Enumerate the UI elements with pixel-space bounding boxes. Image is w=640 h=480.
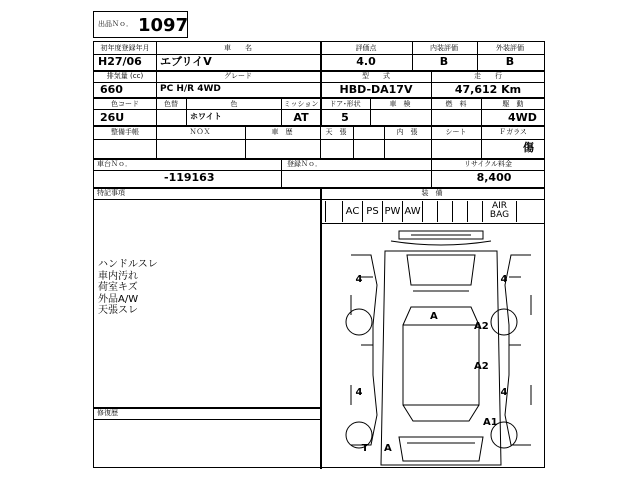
grade-value: PC H/R 4WD (160, 84, 221, 94)
rear-outline (399, 437, 483, 461)
drive-label: 駆 動 (502, 100, 524, 108)
model-label: 型 式 (362, 72, 390, 80)
car-name-label: 車 名 (224, 44, 252, 52)
equip-ac: AC (342, 201, 362, 222)
grade-label: グレード (224, 72, 252, 80)
equip-cell-empty (325, 201, 342, 222)
rear-corner-damage: A1 (483, 417, 498, 428)
mission-label: ミッション (283, 100, 319, 108)
car-damage-diagram (321, 225, 544, 468)
seat-label: シート (445, 128, 467, 136)
spare-tire-label: T (361, 443, 369, 454)
equip-cell-empty (452, 201, 467, 222)
exterior-label: 外装評価 (496, 44, 524, 52)
remark-line: ハンドルスレ (98, 259, 158, 270)
equip-pw: PW (382, 201, 402, 222)
drive-value: 4WD (508, 111, 537, 124)
remark-line: 荷室キズ (98, 282, 138, 293)
ceiling-label: 天 張 (325, 128, 347, 136)
remarks-list (98, 259, 158, 317)
displacement-value: 660 (100, 83, 123, 96)
tire-front-left (346, 309, 372, 335)
mission-value: AT (293, 111, 309, 124)
remark-line: 天張スレ (98, 305, 138, 316)
fglass-label: Ｆガラス (499, 128, 527, 136)
body-outline (381, 251, 501, 465)
repair-label: 修復歴 (97, 409, 118, 417)
equip-cell-empty (437, 201, 452, 222)
color-label: 色 (230, 100, 238, 108)
color-code-label: 色コード (111, 100, 139, 108)
lot-number-box (93, 11, 188, 38)
car-name-value: エブリイV (160, 55, 212, 68)
doors-label: ドア･形状 (329, 100, 361, 108)
roof-damage: A (430, 311, 438, 322)
color-code-value: 26U (100, 111, 125, 124)
score-label: 評価点 (355, 44, 377, 52)
airbag-line1: AIR (491, 201, 508, 211)
tire-front-left-grade: 4 (355, 274, 363, 285)
history-label: 車 歴 (271, 128, 293, 136)
fuel-label: 燃 料 (445, 100, 467, 108)
score-value: 4.0 (356, 55, 376, 68)
chassis-value: -119163 (164, 171, 215, 184)
auction-sheet (93, 41, 545, 468)
roof-outline (403, 325, 479, 405)
spare-tire-damage: A (384, 443, 392, 454)
chassis-label: 車台Ｎｏ． (97, 160, 132, 168)
equip-cell-empty (467, 201, 482, 222)
manual-label: 整備手帳 (111, 128, 139, 136)
equip-ps: PS (362, 201, 382, 222)
model-value: HBD-DA17V (339, 83, 413, 96)
interior-trim-label: 内 張 (396, 128, 418, 136)
fglass-value: 傷 (523, 141, 534, 154)
remark-line: 車内汚れ (98, 270, 138, 282)
equip-cell-empty (422, 201, 437, 222)
equip-aw: AW (402, 201, 422, 222)
right-front-door-damage: A2 (474, 321, 489, 332)
nox-label: ＮＯＸ (189, 128, 211, 136)
tire-front-right-grade: 4 (500, 274, 508, 285)
doors-value: 5 (341, 111, 349, 124)
mileage-label: 走 行 (474, 72, 502, 80)
displacement-label: 排気量 (cc) (106, 72, 144, 80)
equipment-grid (325, 201, 517, 222)
remarks-label: 特記事項 (97, 189, 125, 197)
lot-label: 出品Ｎｏ． (98, 20, 133, 28)
reg-date-label: 初年度登録年月 (100, 44, 150, 52)
recycle-label: リサイクル料金 (463, 160, 513, 168)
reg-date-value: H27/06 (98, 55, 142, 68)
color-value: ホワイト (190, 112, 222, 121)
right-side-outline (505, 255, 531, 445)
registration-label: 登録Ｎｏ． (287, 160, 322, 168)
color-change-label: 色替 (164, 100, 178, 108)
tire-rear-right-grade: 4 (500, 387, 508, 398)
airbag-line2: BAG (489, 210, 510, 220)
tire-front-right (491, 309, 517, 335)
lot-number: 1097 (138, 15, 189, 36)
inspection-label: 車 検 (389, 100, 411, 108)
tire-rear-left-grade: 4 (355, 387, 363, 398)
exterior-value: B (505, 55, 515, 68)
mileage-value: 47,612 Km (454, 83, 522, 96)
recycle-value: 8,400 (476, 171, 512, 184)
interior-label: 内装評価 (430, 44, 458, 52)
interior-value: B (439, 55, 449, 68)
remark-line: 外品A/W (98, 293, 139, 305)
right-rear-door-damage: A2 (474, 361, 489, 372)
equip-airbag (482, 201, 517, 222)
equipment-label: 装 備 (421, 189, 443, 197)
